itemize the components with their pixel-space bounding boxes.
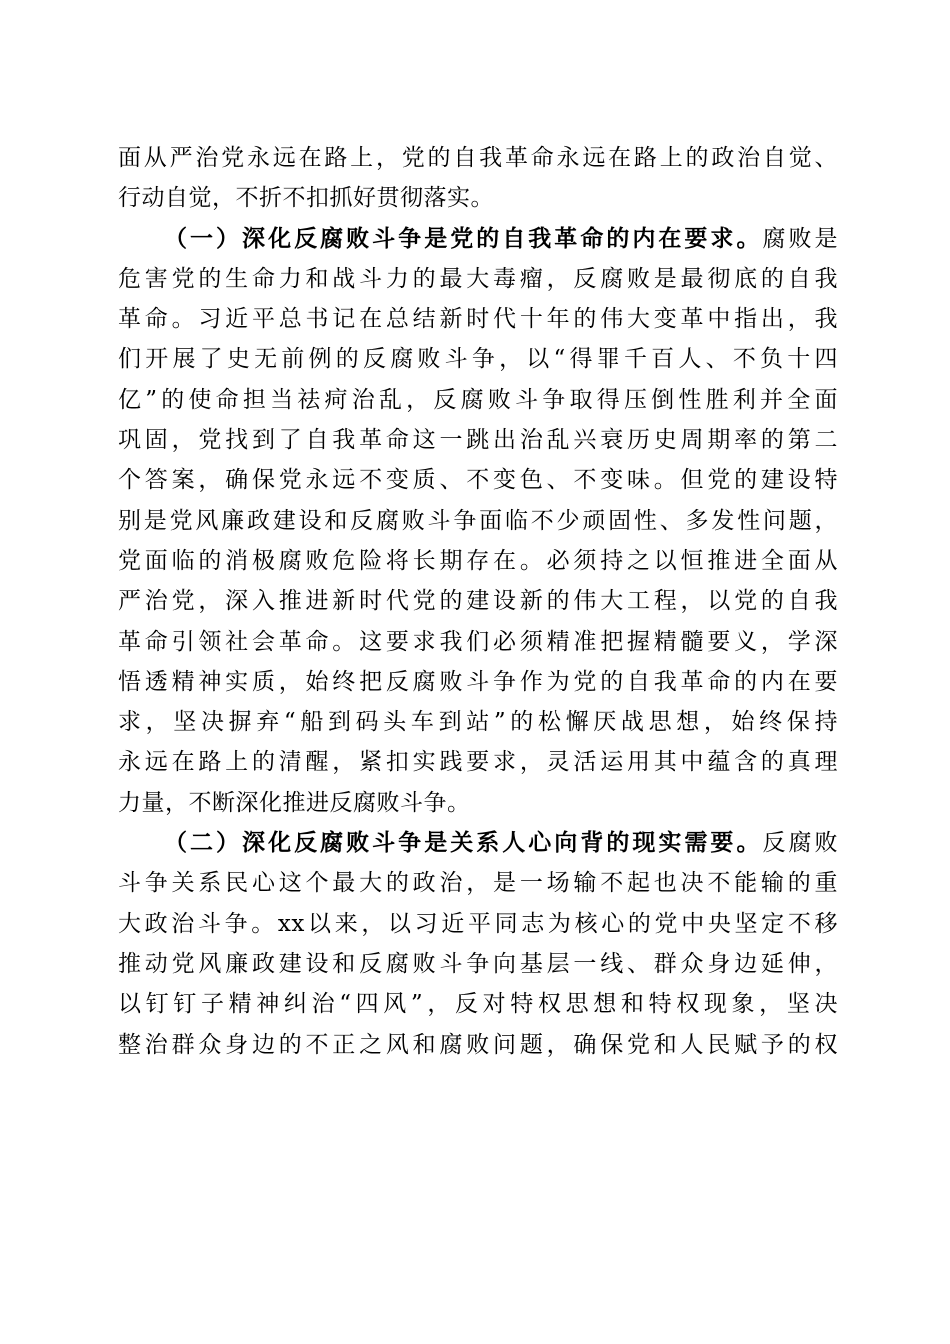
text-line: 亿”的使命担当祛疴治乱，反腐败斗争取得压倒性胜利并全面 xyxy=(118,386,838,413)
section-heading-two: （二）深化反腐败斗争是关系人心向背的现实需要。 xyxy=(164,829,763,857)
text-line: 巩固，党找到了自我革命这一跳出治乱兴衰历史周期率的第二 xyxy=(118,427,838,454)
text-line: 危害党的生命力和战斗力的最大毒瘤，反腐败是最彻底的自我 xyxy=(118,265,838,292)
text-line: 严治党，深入推进新时代党的建设新的伟大工程，以党的自我 xyxy=(118,588,838,615)
text-line: 悟透精神实质，始终把反腐败斗争作为党的自我革命的内在要 xyxy=(118,668,838,695)
text-line: 以钉钉子精神纠治“四风”，反对特权思想和特权现象，坚决 xyxy=(118,991,838,1018)
document-body xyxy=(118,138,838,1065)
section-heading-line: （二）深化反腐败斗争是关系人心向背的现实需要。反腐败 xyxy=(164,829,839,857)
text-line: 大政治斗争。xx以来，以习近平同志为核心的党中央坚定不移 xyxy=(118,910,838,937)
text-line: 力量，不断深化推进反腐败斗争。 xyxy=(118,789,471,816)
text-line: 个答案，确保党永远不变质、不变色、不变味。但党的建设特 xyxy=(118,467,838,494)
text-line: 党面临的消极腐败危险将长期存在。必须持之以恒推进全面从 xyxy=(118,547,838,574)
text-line: 整治群众身边的不正之风和腐败问题，确保党和人民赋予的权 xyxy=(118,1031,838,1058)
text-line: 面从严治党永远在路上，党的自我革命永远在路上的政治自觉、 xyxy=(118,145,838,171)
text-line: 行动自觉，不折不扣抓好贯彻落实。 xyxy=(118,185,494,212)
text-line: 们开展了史无前例的反腐败斗争，以“得罪千百人、不负十四 xyxy=(118,346,838,373)
text-line: 别是党风廉政建设和反腐败斗争面临不少顽固性、多发性问题， xyxy=(118,507,838,534)
section-heading-line: （一）深化反腐败斗争是党的自我革命的内在要求。腐败是 xyxy=(164,224,839,252)
text-line: 革命。习近平总书记在总结新时代十年的伟大变革中指出，我 xyxy=(118,306,838,333)
section-heading-one: （一）深化反腐败斗争是党的自我革命的内在要求。 xyxy=(164,224,763,252)
text-line: 求，坚决摒弃“船到码头车到站”的松懈厌战思想，始终保持 xyxy=(118,709,838,736)
text-line: 斗争关系民心这个最大的政治，是一场输不起也决不能输的重 xyxy=(118,870,838,897)
text-line: 永远在路上的清醒，紧扣实践要求，灵活运用其中蕴含的真理 xyxy=(118,749,838,776)
text-line: 推动党风廉政建设和反腐败斗争向基层一线、群众身边延伸， xyxy=(118,950,838,977)
text-line: 革命引领社会革命。这要求我们必须精准把握精髓要义，学深 xyxy=(118,628,838,655)
